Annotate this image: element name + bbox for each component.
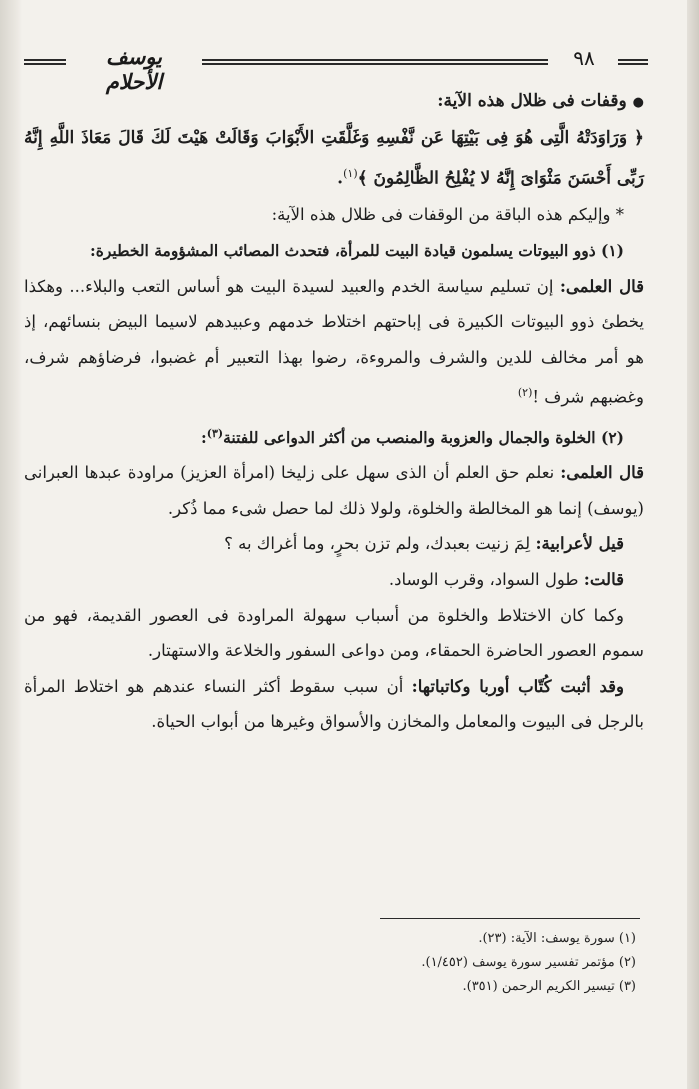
header-rule-middle	[202, 59, 548, 65]
page-spine	[687, 0, 699, 1089]
footnote-separator	[380, 918, 640, 919]
point-2-heading-text: (٢) الخلوة والجمال والعزوبة والمنصب من أكثر الدواعى للفتنة	[223, 427, 624, 447]
answer-line	[24, 562, 644, 598]
footnote-ref-2: (٢)	[517, 386, 533, 400]
question-text: لِمَ زنيت بعبدك، ولم تزن بحرٍ، وما أغراك به ؟	[224, 534, 531, 554]
speaker-label: قال العلمى:	[560, 463, 644, 483]
question-line	[24, 526, 644, 562]
footnote-2: (٢) مؤتمر تفسير سورة يوسف (١/٤٥٢).	[421, 955, 636, 970]
footnote-1: (١) سورة يوسف: الآية: (٢٣).	[478, 931, 636, 946]
point-1-heading: (١) ذوو البيوتات يسلمون قيادة البيت للمرأة، فتحدث المصائب المشؤومة الخطيرة:	[90, 241, 624, 261]
bullet-icon: ●	[632, 95, 644, 110]
header-book-title: يوسف الأحلام	[105, 44, 163, 94]
point-2-heading	[24, 416, 644, 456]
footnote-3: (٣) تيسير الكريم الرحمن (٣٥١).	[462, 979, 636, 994]
verse-text: ﴿ وَرَاوَدَتْهُ الَّتِى هُوَ فِى بَيْتِهَا عَن نَّفْسِهِ وَغَلَّقَتِ الأَبْوَابَ وَقَالَتْ هَيْتَ لَكَ قَالَ مَعَاذَ اللَّهِ إِنَّهُ رَبِّى أَحْسَنَ مَثْوَاىَ إِنَّهُ لا يُفْلِحُ الظَّالِمُونَ ﴾	[24, 127, 644, 189]
mixing-paragraph: وكما كان الاختلاط والخلوة من أسباب سهولة المراودة فى العصور القديمة، فهو من سموم العصور الحاضرة الحمقاء، ومن دواعى السفور والخلاعة والاستهتار.	[24, 605, 644, 661]
point-1-paragraph	[24, 269, 644, 416]
intro-paragraph: * وإليكم هذه الباقة من الوقفات فى ظلال هذه الآية:	[271, 205, 624, 225]
europe-text: أن سبب سقوط أكثر النساء عندهم هو اختلاط المرأة بالرجل فى البيوت والمعامل والمخازن والأسواق وغيرها من أبواب الحياة.	[24, 676, 644, 732]
answer-speaker: قالت:	[583, 570, 624, 590]
header-rule-left	[24, 59, 66, 65]
section-title-text: وقفات فى ظلال هذه الآية:	[437, 91, 627, 111]
point-2-text: نعلم حق العلم أن الذى سهل على زليخا (امرأة العزيز) مراودة عبدها العبرانى (يوسف) إنما هو المخالطة والخلوة، ولولا ذلك لما حصل شىء مما ذُكر.	[24, 463, 644, 518]
point-2-paragraph	[24, 455, 644, 526]
page-gutter-shadow	[0, 0, 22, 1089]
page-body	[24, 84, 644, 740]
question-speaker: قيل لأعرابية:	[535, 534, 624, 554]
point-1-text: إن تسليم سياسة الخدم والعبيد لسيدة البيت هو أساس التعب والبلاء... وهكذا يخطئ ذوو البيوتات الكبيرة فى إباحتهم اختلاط خدمهم وعبيدهم لاسيما البيض بنسائهم، إذ هو أمر مخالف للدين والشرف والمروءة، رضوا بهذا التعبير أم غضبوا، فرضاؤهم شرف، وغضبهم شرف !	[24, 276, 644, 407]
header-rule-right	[618, 59, 648, 65]
point-2-heading-colon: :	[201, 427, 207, 447]
footnote-ref-3: (٣)	[206, 426, 224, 440]
page-number: ٩٨	[573, 46, 595, 70]
running-header	[24, 44, 648, 94]
speaker-label: قال العلمى:	[559, 276, 644, 296]
europe-speaker: وقد أثبت كُتّاب أوربا وكاتباتها:	[411, 676, 624, 696]
section-title	[24, 84, 644, 121]
footnote-ref-1: (١)	[343, 167, 358, 181]
footnotes	[60, 927, 644, 999]
answer-text: طول السواد، وقرب الوساد.	[388, 570, 579, 590]
europe-paragraph	[24, 669, 644, 740]
quran-verse: ﴿ وَرَاوَدَتْهُ الَّتِى هُوَ فِى بَيْتِهَا عَن نَّفْسِهِ وَغَلَّقَتِ الأَبْوَابَ وَقَالَتْ هَيْتَ لَكَ قَالَ مَعَاذَ اللَّهِ إِنَّهُ رَبِّى أَحْسَنَ مَثْوَاىَ إِنَّهُ لا يُفْلِحُ الظَّالِمُونَ ﴾$^{(١)}$.	[24, 127, 644, 189]
